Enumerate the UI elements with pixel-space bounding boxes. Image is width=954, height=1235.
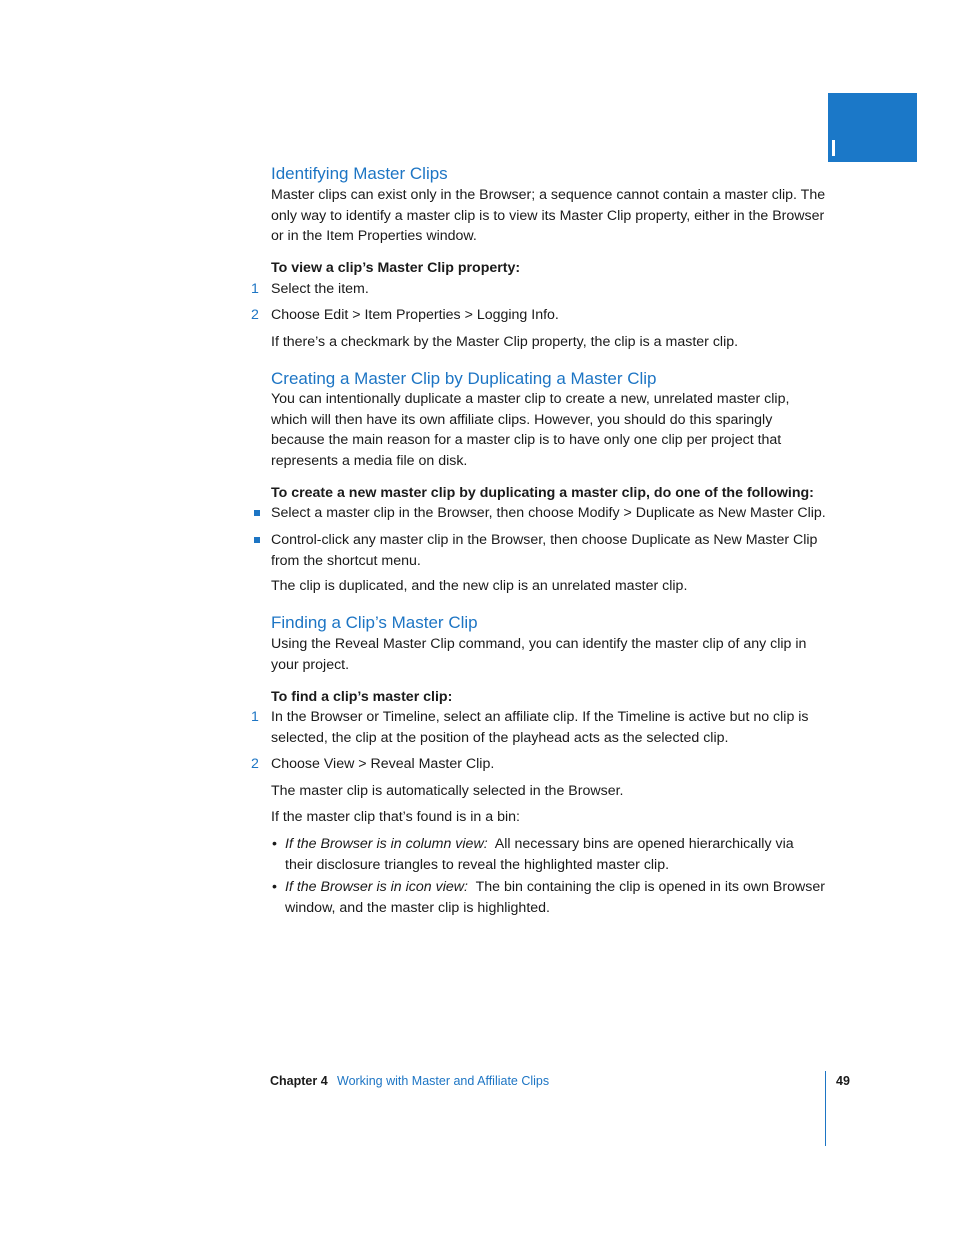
- page-number: 49: [836, 1074, 850, 1088]
- section-intro: Using the Reveal Master Clip command, you can identify the master clip of any clip in your project.: [271, 636, 807, 673]
- result-text: If there’s a checkmark by the Master Clip property, the clip is a master clip.: [271, 334, 739, 350]
- step-number: 2: [251, 307, 259, 323]
- step-number: 1: [251, 281, 259, 297]
- sub-bullet-body: All necessary bins are opened hierarchically via their disclosure triangles to reveal the highlighted master clip.: [285, 836, 794, 873]
- sub-bullet-label: If the Browser is in icon view:: [285, 879, 468, 895]
- result-text: The clip is duplicated, and the new clip is an unrelated master clip.: [271, 578, 688, 594]
- task-heading: To find a clip’s master clip:: [271, 689, 453, 705]
- bullet-square-icon: [254, 537, 260, 543]
- step-text: Choose Edit > Item Properties > Logging Info.: [271, 307, 559, 323]
- bullet-dot-icon: •: [272, 879, 277, 895]
- sub-bullet-label: If the Browser is in column view:: [285, 836, 488, 852]
- result-text: If the master clip that’s found is in a bin:: [271, 809, 520, 825]
- step-number: 1: [251, 709, 259, 725]
- bullet-text: Control-click any master clip in the Browser, then choose Duplicate as New Master Clip from the shortcut menu.: [271, 532, 818, 569]
- section-heading-identifying: Identifying Master Clips: [271, 164, 448, 183]
- task-heading: To create a new master clip by duplicating a master clip, do one of the following:: [271, 485, 814, 501]
- bullet-square-icon: [254, 510, 260, 516]
- section-heading-finding: Finding a Clip’s Master Clip: [271, 613, 478, 632]
- chapter-tab-mark: [832, 140, 835, 156]
- result-text: The master clip is automatically selected in the Browser.: [271, 783, 624, 799]
- bullet-dot-icon: •: [272, 836, 277, 852]
- section-intro: You can intentionally duplicate a master clip to create a new, unrelated master clip, which will then have its own affiliate clips. However, you should do this sparingly because the main reason for a master clip is to have only one clip per project that represents a media file on disk.: [271, 391, 790, 469]
- footer-rule: [825, 1071, 826, 1146]
- step-text: Select the item.: [271, 281, 369, 297]
- step-text: Choose View > Reveal Master Clip.: [271, 756, 495, 772]
- section-heading-creating: Creating a Master Clip by Duplicating a Master Clip: [271, 369, 657, 388]
- footer-chapter: Chapter 4: [270, 1074, 328, 1088]
- sub-bullet-text: [285, 877, 825, 918]
- sub-bullet-body: The bin containing the clip is opened in its own Browser window, and the master clip is highlighted.: [285, 879, 825, 916]
- step-number: 2: [251, 756, 259, 772]
- section-intro: Master clips can exist only in the Browser; a sequence cannot contain a master clip. The only way to identify a master clip is to view its Master Clip property, either in the Browser or in the Item Properties window.: [271, 187, 826, 244]
- footer-chapter-title: Working with Master and Affiliate Clips: [337, 1074, 550, 1088]
- step-text: In the Browser or Timeline, select an affiliate clip. If the Timeline is active but no clip is selected, the clip at the position of the playhead acts as the selected clip.: [271, 709, 809, 746]
- sub-bullet-text: [285, 834, 825, 875]
- bullet-text: Select a master clip in the Browser, then choose Modify > Duplicate as New Master Clip.: [271, 505, 826, 521]
- task-heading: To view a clip’s Master Clip property:: [271, 260, 521, 276]
- chapter-tab: [828, 93, 917, 162]
